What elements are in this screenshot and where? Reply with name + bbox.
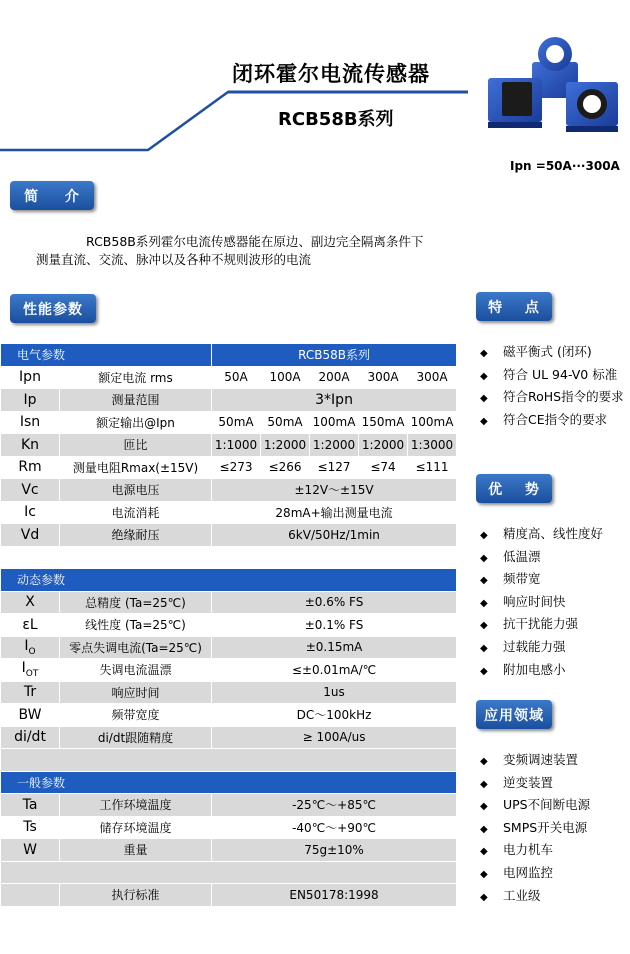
diamond-bullet-icon: ◆ [480,891,488,903]
table-row [1,794,457,817]
param-value: ≤74 [359,456,408,479]
param-symbol: Vd [1,524,60,547]
list-item: ◆ 符合RoHS指令的要求 [480,386,624,409]
param-value: ≤127 [310,456,359,479]
list-item: ◆ 抗干扰能力强 [480,613,603,636]
diamond-bullet-icon: ◆ [480,415,488,427]
param-symbol: Ipn [1,366,60,389]
param-symbol: Vc [1,479,60,502]
diamond-bullet-icon: ◆ [480,756,488,767]
list-item: ◆ 频带宽 [480,568,603,591]
param-value: 1:3000 [408,434,457,457]
table-row-blank [1,546,457,569]
param-value: ≥ 100A/us [212,726,457,749]
tab-advantages: 优 势 [476,474,552,503]
table-row-standard [1,884,457,907]
diamond-bullet-icon: ◆ [480,642,488,654]
param-symbol: W [1,839,60,862]
table-row [1,389,457,412]
param-value: 75g±10% [212,839,457,862]
param-value: ≤273 [212,456,261,479]
param-value: -25℃～+85℃ [212,794,457,817]
list-item: ◆ 符合CE指令的要求 [480,409,624,432]
param-value: ±0.1% FS [212,614,457,637]
tab-features: 特 点 [476,292,552,321]
table-row [1,591,457,614]
param-name: 重量 [60,839,212,862]
diamond-bullet-icon: ◆ [480,778,488,790]
list-item: ◆ 磁平衡式 (闭环) [480,341,624,364]
page-title: 闭环霍尔电流传感器 [232,62,430,86]
list-item: ◆ 电网监控 [480,862,590,885]
table-row [1,681,457,704]
table-row [1,816,457,839]
param-name: 绝缘耐压 [60,524,212,547]
table-row [1,704,457,727]
list-item: ◆ UPS不间断电源 [480,794,590,817]
advantages-list [480,523,603,681]
param-name: 匝比 [60,434,212,457]
param-value: ±0.15mA [212,636,457,659]
tab-intro: 简 介 [10,181,94,210]
param-value: 100mA [408,411,457,434]
diamond-bullet-icon: ◆ [480,823,488,835]
tab-performance: 性能参数 [10,294,96,323]
tab-applications: 应用领域 [476,700,552,729]
param-name: 电源电压 [60,479,212,502]
param-name: 工作环境温度 [60,794,212,817]
diamond-bullet-icon: ◆ [480,348,488,359]
param-name: 执行标准 [60,884,212,907]
diamond-bullet-icon: ◆ [480,868,488,880]
param-symbol: X [1,591,60,614]
diamond-bullet-icon: ◆ [480,530,488,541]
param-value: 1:2000 [310,434,359,457]
list-item: ◆ 变频调速装置 [480,749,590,772]
table-row [1,726,457,749]
list-item: ◆ 电力机车 [480,839,590,862]
param-name: di/dt跟随精度 [60,726,212,749]
param-symbol: Ic [1,501,60,524]
table-row [1,659,457,682]
param-value: 300A [359,366,408,389]
param-symbol: Isn [1,411,60,434]
param-symbol: Rm [1,456,60,479]
product-image [474,36,624,136]
list-item: ◆ 精度高、线性度好 [480,523,603,546]
series-label: RCB58B系列 [212,344,457,367]
param-value: 150mA [359,411,408,434]
param-value: 50A [212,366,261,389]
list-item: ◆ 符合 UL 94-V0 标准 [480,364,624,387]
ipn-range-label: Ipn =50A···300A [510,159,620,173]
section-electrical [1,344,457,367]
param-symbol: Tr [1,681,60,704]
param-value: 1:2000 [359,434,408,457]
param-name: 测量电阻Rmax(±15V) [60,456,212,479]
table-row-blank [1,749,457,772]
param-value: 28mA+输出测量电流 [212,501,457,524]
param-symbol: $I_O$ [1,636,60,659]
param-value: -40℃～+90℃ [212,816,457,839]
list-item: ◆ 低温漂 [480,546,603,569]
table-row [1,366,457,389]
param-value: ≤±0.01mA/℃ [212,659,457,682]
section-title: 一般参数 [1,771,457,794]
diamond-bullet-icon: ◆ [480,552,488,564]
features-list [480,341,624,431]
spec-table [0,343,457,907]
param-value: 50mA [212,411,261,434]
param-name: 总精度 (Ta=25℃) [60,591,212,614]
param-name: 响应时间 [60,681,212,704]
param-value: DC～100kHz [212,704,457,727]
series-subtitle: RCB58B系列 [278,109,394,130]
param-value: ±12V～±15V [212,479,457,502]
param-value: 1us [212,681,457,704]
param-value: 300A [408,366,457,389]
table-row-blank [1,861,457,884]
param-value: ≤266 [261,456,310,479]
param-name: 零点失调电流(Ta=25℃) [60,636,212,659]
table-row [1,434,457,457]
param-value: 1:1000 [212,434,261,457]
param-symbol: Ta [1,794,60,817]
param-symbol: Kn [1,434,60,457]
param-value: 100mA [310,411,359,434]
table-row [1,839,457,862]
intro-text [36,233,466,269]
param-symbol: Ip [1,389,60,412]
param-name: 储存环境温度 [60,816,212,839]
param-name: 测量范围 [60,389,212,412]
diamond-bullet-icon: ◆ [480,801,488,813]
table-row [1,479,457,502]
diamond-bullet-icon: ◆ [480,370,488,382]
list-item: ◆ 过载能力强 [480,636,603,659]
table-row [1,456,457,479]
param-value: 1:2000 [261,434,310,457]
param-value: 200A [310,366,359,389]
section-title: 动态参数 [1,569,457,592]
applications-list [480,749,590,907]
param-name: 额定电流 rms [60,366,212,389]
param-value: 6kV/50Hz/1min [212,524,457,547]
table-row [1,524,457,547]
diamond-bullet-icon: ◆ [480,597,488,609]
param-value: ±0.6% FS [212,591,457,614]
param-symbol: $I_{OT}$ [1,659,60,682]
diamond-bullet-icon: ◆ [480,620,488,632]
param-name: 频带宽度 [60,704,212,727]
intro-line-1: RCB58B系列霍尔电流传感器能在原边、副边完全隔离条件下 [86,234,424,249]
param-symbol: di/dt [1,726,60,749]
intro-line-2: 测量直流、交流、脉冲以及各种不规则波形的电流 [36,252,312,267]
param-value: ≤111 [408,456,457,479]
list-item: ◆ 附加电感小 [480,659,603,682]
section-dynamic [1,569,457,592]
table-row [1,501,457,524]
section-general [1,771,457,794]
param-value: EN50178:1998 [212,884,457,907]
param-value: 3*Ipn [212,389,457,412]
list-item: ◆ 工业级 [480,885,590,908]
param-name: 电流消耗 [60,501,212,524]
param-value: 50mA [261,411,310,434]
diamond-bullet-icon: ◆ [480,665,488,677]
param-name: 线性度 (Ta=25℃) [60,614,212,637]
table-row [1,636,457,659]
table-row [1,614,457,637]
list-item: ◆ 响应时间快 [480,591,603,614]
param-name: 额定输出@Ipn [60,411,212,434]
table-row [1,411,457,434]
diamond-bullet-icon: ◆ [480,393,488,405]
list-item: ◆ SMPS开关电源 [480,817,590,840]
section-title: 电气参数 [1,344,212,367]
param-value: 100A [261,366,310,389]
param-symbol: Ts [1,816,60,839]
list-item: ◆ 逆变装置 [480,772,590,795]
diamond-bullet-icon: ◆ [480,575,488,587]
param-symbol: εL [1,614,60,637]
param-symbol: BW [1,704,60,727]
param-name: 失调电流温漂 [60,659,212,682]
diamond-bullet-icon: ◆ [480,846,488,858]
